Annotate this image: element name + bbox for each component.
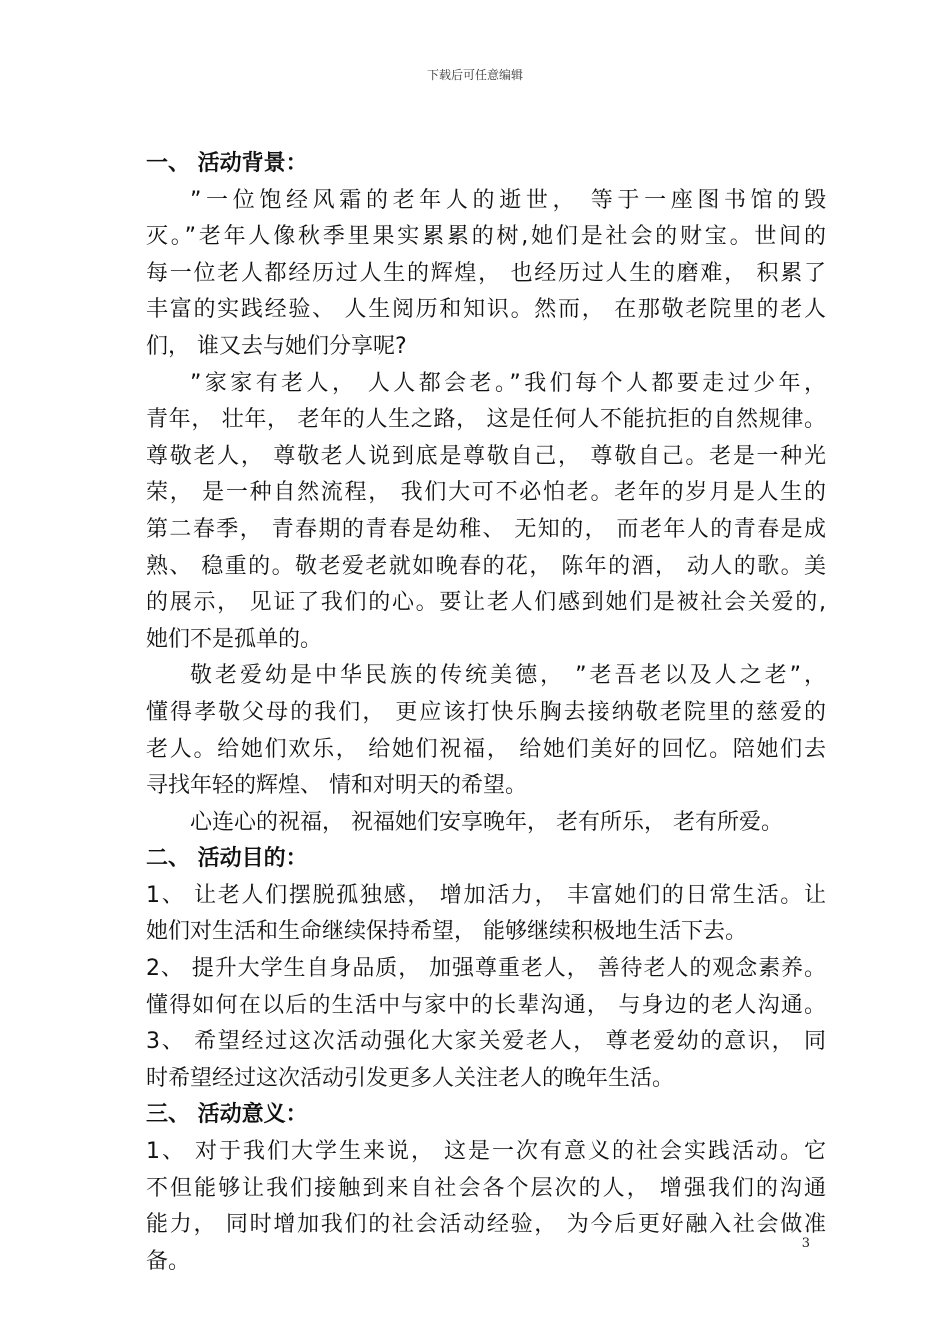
text-line: 能力， 同时增加我们的社会活动经验， 为今后更好融入社会做准	[146, 1212, 826, 1238]
section-heading: 三、 活动意义：	[146, 1102, 308, 1128]
text-line: 1、 让老人们摆脱孤独感， 增加活力， 丰富她们的日常生活。让	[146, 882, 826, 908]
text-line: 尊敬老人， 尊敬老人说到底是尊敬自己， 尊敬自己。老是一种光	[146, 443, 826, 469]
download-note: 下载后可任意编辑	[426, 68, 523, 82]
text-line: 她们不是孤单的。	[146, 626, 323, 652]
text-line: 懂得孝敬父母的我们， 更应该打快乐胸去接纳敬老院里的慈爱的	[146, 699, 826, 725]
text-line: 老人。给她们欢乐， 给她们祝福， 给她们美好的回忆。陪她们去	[146, 736, 826, 762]
text-line: 时希望经过这次活动引发更多人关注老人的晚年生活。	[146, 1065, 675, 1091]
text-line: 灭。”老年人像秋季里果实累累的树,她们是社会的财宝。世间的	[146, 224, 826, 250]
text-line: ”家家有老人， 人人都会老。”我们每个人都要走过少年，	[190, 370, 826, 396]
page-number: 3	[801, 1236, 810, 1251]
section-heading: 一、 活动背景：	[146, 151, 308, 176]
text-line: 们， 谁又去与她们分享呢?	[146, 333, 407, 359]
text-line: 3、 希望经过这次活动强化大家关爱老人， 尊老爱幼的意识， 同	[146, 1029, 826, 1055]
document-body	[146, 146, 826, 1280]
text-line: 敬老爱幼是中华民族的传统美德， ”老吾老以及人之老”，	[190, 663, 826, 689]
text-line: 懂得如何在以后的生活中与家中的长辈沟通， 与身边的老人沟通。	[146, 992, 826, 1018]
text-line: 1、 对于我们大学生来说， 这是一次有意义的社会实践活动。它	[146, 1139, 826, 1165]
text-line: 熟、 稳重的。敬老爱老就如晚春的花， 陈年的酒， 动人的歌。美	[146, 553, 826, 579]
text-line: 寻找年轻的辉煌、 情和对明天的希望。	[146, 773, 527, 799]
text-line: 她们对生活和生命继续保持希望， 能够继续积极地生活下去。	[146, 919, 747, 945]
text-line: 每一位老人都经历过人生的辉煌， 也经历过人生的磨难， 积累了	[146, 260, 826, 286]
text-line: 不但能够让我们接触到来自社会各个层次的人， 增强我们的沟通	[146, 1175, 826, 1201]
text-line: 心连心的祝福， 祝福她们安享晚年， 老有所乐， 老有所爱。	[190, 809, 783, 835]
section-heading: 二、 活动目的：	[146, 846, 308, 872]
text-line: 备。	[146, 1248, 191, 1274]
text-line: 荣， 是一种自然流程， 我们大可不必怕老。老年的岁月是人生的	[146, 480, 826, 506]
text-line: 第二春季， 青春期的青春是幼稚、 无知的， 而老年人的青春是成	[146, 516, 826, 542]
text-line: 丰富的实践经验、 人生阅历和知识。然而， 在那敬老院里的老人	[146, 297, 826, 323]
text-line: 2、 提升大学生自身品质， 加强尊重老人， 善待老人的观念素养。	[146, 956, 826, 982]
text-line: 青年， 壮年， 老年的人生之路， 这是任何人不能抗拒的自然规律。	[146, 407, 826, 433]
text-line: 的展示， 见证了我们的心。要让老人们感到她们是被社会关爱的,	[146, 590, 826, 616]
text-line: ”一位饱经风霜的老年人的逝世， 等于一座图书馆的毁	[190, 187, 826, 213]
